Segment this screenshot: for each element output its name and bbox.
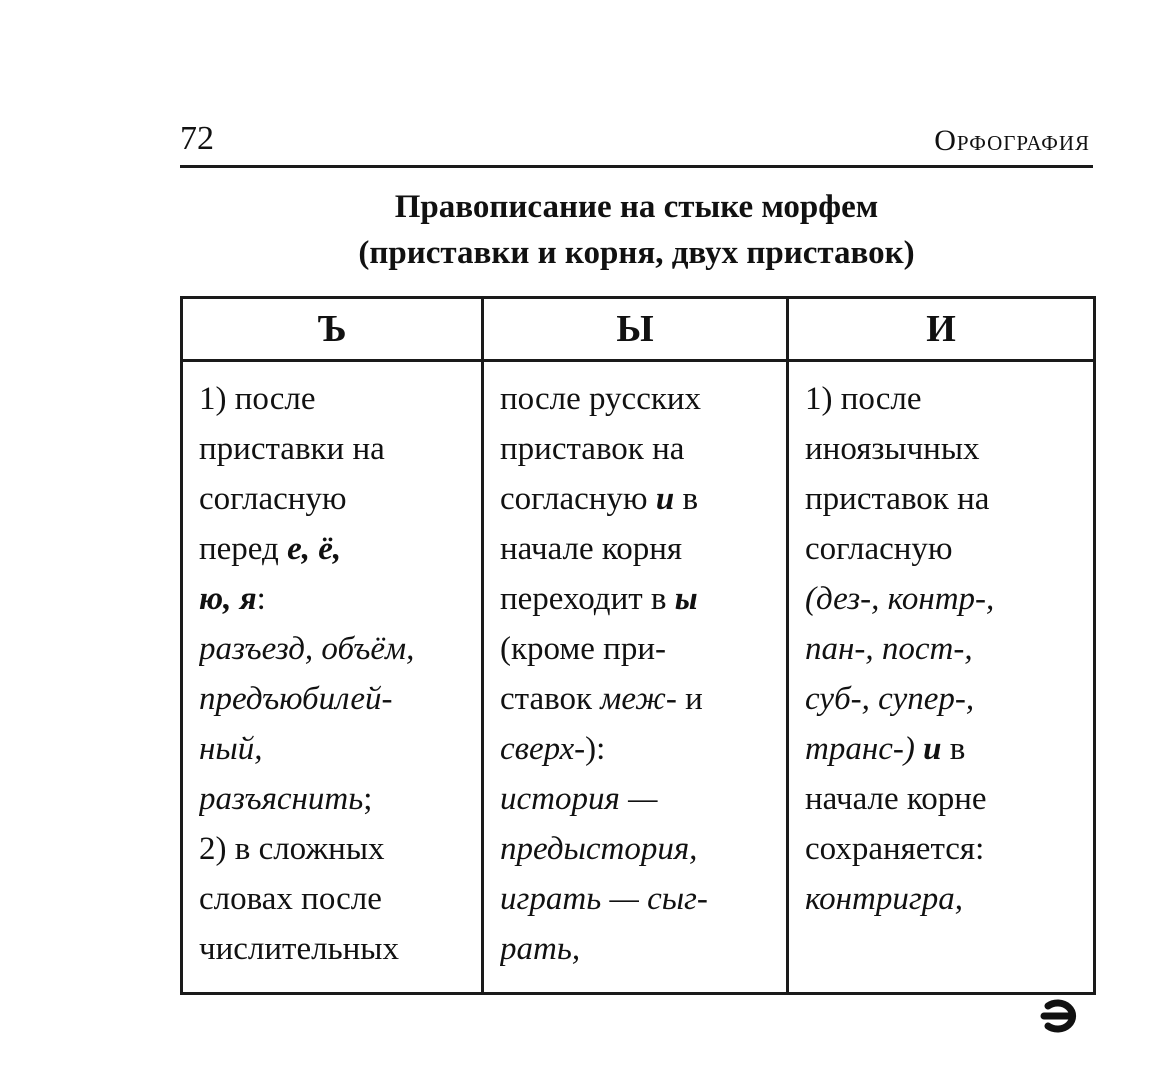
page-number: 72	[180, 120, 214, 157]
text-line: начале корне	[805, 781, 987, 817]
text-line	[805, 724, 1087, 774]
text-line	[500, 724, 780, 774]
letter-example: и	[655, 481, 675, 517]
prefix-example: меж-	[600, 681, 677, 717]
text-line	[199, 774, 475, 824]
text-line	[199, 524, 475, 574]
text-line: 1) после	[199, 381, 316, 417]
letter-example: ю, я	[199, 581, 257, 617]
text-line	[199, 574, 475, 624]
text-fragment: перед	[199, 531, 288, 567]
title-line-2: (приставки и корня, двух приставок)	[358, 235, 915, 271]
table-header-row	[182, 298, 1095, 361]
text-line: приставки на	[199, 431, 385, 467]
example-word-line: контригра,	[805, 881, 964, 917]
example-word-line: играть — сыг-	[500, 881, 708, 917]
text-line: сохраняется:	[805, 831, 985, 867]
column-header-hard-sign: Ъ	[182, 298, 483, 361]
example-word-line: предыстория,	[500, 831, 698, 867]
prefix-example: сверх-	[500, 731, 586, 767]
prefix-example-line: пан-, пост-,	[805, 631, 973, 667]
example-word: разъяснить	[199, 781, 364, 817]
example-word-line: история —	[500, 781, 658, 817]
table-row	[182, 361, 1095, 994]
text-line: начале корня	[500, 531, 683, 567]
page-title	[180, 184, 1093, 276]
text-fragment: в	[941, 731, 966, 767]
example-word-line: разъезд, объём,	[199, 631, 415, 667]
example-word-line: предъюбилей-	[199, 681, 393, 717]
text-fragment: ):	[585, 731, 606, 767]
text-line: 1) после	[805, 381, 922, 417]
text-fragment: ;	[363, 781, 373, 817]
header-divider	[180, 165, 1093, 168]
section-title: Орфография	[934, 124, 1090, 157]
text-line: числительных	[199, 931, 399, 967]
letter-example: ы	[674, 581, 698, 617]
text-line	[500, 474, 780, 524]
text-line	[500, 674, 780, 724]
running-header	[180, 118, 1092, 166]
text-line: приставок на	[500, 431, 685, 467]
column-header-i: И	[788, 298, 1095, 361]
example-word-line: ный,	[199, 731, 263, 767]
text-line: иноязычных	[805, 431, 980, 467]
prefix-example-line: (дез-, контр-,	[805, 581, 995, 617]
text-line: словах после	[199, 881, 382, 917]
text-line: после русских	[500, 381, 702, 417]
text-fragment: переходит в	[500, 581, 675, 617]
cell-yery-rule	[483, 361, 788, 994]
text-line: согласную	[199, 481, 347, 517]
prefix-example: транс-)	[805, 731, 915, 767]
text-fragment: согласную	[500, 481, 656, 517]
example-word-line: рать,	[500, 931, 581, 967]
column-header-yery: Ы	[483, 298, 788, 361]
text-line: приставок на	[805, 481, 990, 517]
text-line: (кроме при-	[500, 631, 666, 667]
text-fragment: ставок	[500, 681, 601, 717]
text-line: согласную	[805, 531, 953, 567]
letter-example: е, ё,	[287, 531, 342, 567]
title-line-1: Правописание на стыке морфем	[394, 189, 879, 225]
prefix-example-line: суб-, супер-,	[805, 681, 975, 717]
cell-hard-sign-rule	[182, 361, 483, 994]
text-line: 2) в сложных	[199, 831, 385, 867]
letter-example: и	[914, 731, 942, 767]
text-line	[500, 574, 780, 624]
cell-i-rule	[788, 361, 1095, 994]
next-page-arrow-icon	[1040, 995, 1086, 1037]
text-fragment: и	[676, 681, 703, 717]
text-fragment: в	[674, 481, 699, 517]
text-fragment: :	[256, 581, 266, 617]
spelling-rules-table	[180, 296, 1096, 995]
